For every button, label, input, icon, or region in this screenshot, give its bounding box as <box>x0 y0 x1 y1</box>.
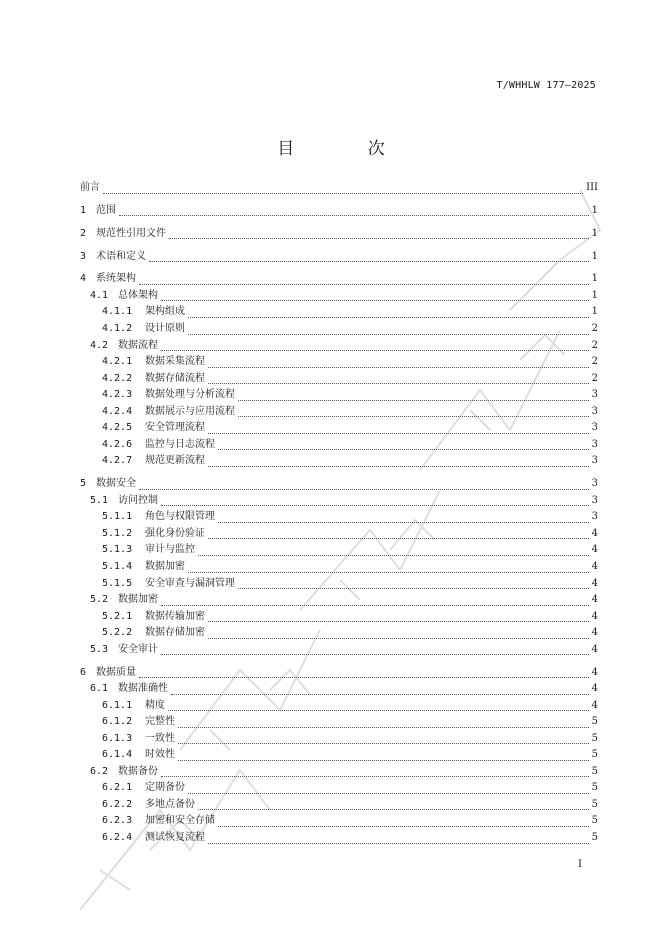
toc-entry-label: 术语和定义 <box>96 250 146 262</box>
toc-entry[interactable] <box>80 387 598 404</box>
toc-entry[interactable] <box>80 420 598 437</box>
dot-leader <box>178 743 589 744</box>
toc-entry[interactable] <box>80 780 598 797</box>
toc-entry-page: 1 <box>591 250 598 262</box>
toc-entry[interactable] <box>80 180 598 197</box>
toc-entry-number: 5.2 <box>90 594 109 606</box>
toc-entry-page: III <box>586 182 598 193</box>
toc-entry-page: 4 <box>591 627 598 639</box>
toc-entry-number: 1 <box>80 204 87 216</box>
toc-entry-page: 5 <box>591 815 598 827</box>
dot-leader <box>208 538 589 539</box>
toc-entry-label: 数据备份 <box>118 765 158 777</box>
toc-entry-number: 4.2.5 <box>102 422 133 434</box>
toc-entry-label: 数据加密 <box>145 560 185 572</box>
toc-entry-label: 系统架构 <box>96 273 136 285</box>
toc-title: 目 次 <box>277 139 419 159</box>
dot-leader <box>208 383 589 384</box>
toc-entry-label: 时效性 <box>145 749 175 761</box>
toc-entry[interactable] <box>80 321 598 338</box>
dot-leader <box>168 710 589 711</box>
dot-leader <box>139 489 589 490</box>
dot-leader <box>178 760 589 761</box>
dot-leader <box>161 776 589 777</box>
toc-entry-page: 5 <box>591 716 598 728</box>
toc-entry-page: 3 <box>591 455 598 467</box>
dot-leader <box>188 334 589 335</box>
toc-entry-page: 5 <box>591 782 598 794</box>
toc-entry-number: 6.2.2 <box>102 798 133 810</box>
toc-entry-label: 数据处理与分析流程 <box>145 389 235 401</box>
dot-leader <box>161 605 589 606</box>
toc-entry-number: 5.1.4 <box>102 560 133 572</box>
toc-entry-page: 1 <box>591 289 598 301</box>
toc-entry[interactable] <box>80 288 598 305</box>
toc-entry-label: 数据存储流程 <box>145 372 205 384</box>
toc-entry-page: 4 <box>591 666 598 678</box>
toc-entry[interactable] <box>80 476 598 493</box>
toc-entry-label: 多地点备份 <box>145 798 195 810</box>
toc-entry[interactable] <box>80 642 598 659</box>
dot-leader <box>208 621 589 622</box>
dot-leader <box>198 809 589 810</box>
page-number: I <box>578 859 582 870</box>
toc-entry-label: 数据安全 <box>96 478 136 490</box>
dot-leader <box>188 793 589 794</box>
dot-leader <box>208 367 589 368</box>
toc-entry[interactable] <box>80 764 598 781</box>
toc-entry-page: 2 <box>591 356 598 368</box>
toc-entry-page: 1 <box>591 273 598 285</box>
toc-entry[interactable] <box>80 698 598 715</box>
toc-entry-label: 监控与日志流程 <box>145 438 215 450</box>
toc-entry-label: 设计原则 <box>145 323 185 335</box>
toc-entry[interactable] <box>80 576 598 593</box>
dot-leader <box>198 555 589 556</box>
toc-entry[interactable] <box>80 509 598 526</box>
toc-entry-number: 6 <box>80 666 87 678</box>
toc-entry[interactable] <box>80 437 598 454</box>
toc-entry-page: 5 <box>591 749 598 761</box>
toc-entry[interactable] <box>80 813 598 830</box>
toc-entry-page: 5 <box>591 732 598 744</box>
dot-leader <box>208 433 589 434</box>
toc-entry-page: 3 <box>591 511 598 523</box>
dot-leader <box>161 300 589 301</box>
toc-entry[interactable] <box>80 203 598 220</box>
toc-entry[interactable] <box>80 830 598 847</box>
dot-leader <box>218 449 589 450</box>
toc-entry-number: 4.1.2 <box>102 323 133 335</box>
toc-entry-label: 范围 <box>96 204 116 216</box>
toc-entry-number: 6.2.3 <box>102 815 133 827</box>
toc-entry-label: 规范性引用文件 <box>96 227 166 239</box>
toc-entry-page: 4 <box>591 544 598 556</box>
dot-leader <box>139 677 589 678</box>
toc-entry-label: 数据展示与应用流程 <box>145 405 235 417</box>
toc-entry-page: 4 <box>591 577 598 589</box>
dot-leader <box>119 215 589 216</box>
toc-entry-page: 1 <box>591 204 598 216</box>
toc-entry-number: 5 <box>80 478 87 490</box>
dot-leader <box>161 505 589 506</box>
toc-entry-page: 2 <box>591 339 598 351</box>
toc-entry-number: 5.2.1 <box>102 610 133 622</box>
toc-entry-label: 安全审计 <box>118 643 158 655</box>
toc-entry-label: 定期备份 <box>145 782 185 794</box>
toc-entry[interactable] <box>80 731 598 748</box>
toc-entry-page: 3 <box>591 405 598 417</box>
toc-entry-page: 3 <box>591 422 598 434</box>
toc-entry-number: 6.2.4 <box>102 832 133 844</box>
toc-entry-label: 测试恢复流程 <box>145 832 205 844</box>
dot-leader <box>161 350 589 351</box>
toc-entry-number: 2 <box>80 227 87 239</box>
toc-entry-page: 4 <box>591 560 598 572</box>
toc-entry-number: 4.2.7 <box>102 455 133 467</box>
toc-entry-label: 安全管理流程 <box>145 422 205 434</box>
toc-entry-label: 总体架构 <box>118 289 158 301</box>
toc-entry[interactable] <box>80 542 598 559</box>
dot-leader <box>171 694 589 695</box>
toc-entry-number: 3 <box>80 250 87 262</box>
toc-entry-page: 4 <box>591 683 598 695</box>
toc-entry-page: 5 <box>591 798 598 810</box>
toc-entry[interactable] <box>80 338 598 355</box>
toc-entry[interactable] <box>80 559 598 576</box>
toc-entry-page: 5 <box>591 765 598 777</box>
toc-entry-page: 3 <box>591 494 598 506</box>
toc-entry[interactable] <box>80 354 598 371</box>
toc-entry[interactable] <box>80 226 598 243</box>
toc-entry-number: 5.3 <box>90 643 109 655</box>
toc-entry[interactable] <box>80 797 598 814</box>
toc-entry-label: 数据采集流程 <box>145 356 205 368</box>
toc-entry[interactable] <box>80 271 598 288</box>
toc-entry-page: 4 <box>591 610 598 622</box>
toc-entry[interactable] <box>80 493 598 510</box>
toc-entry-page: 4 <box>591 527 598 539</box>
toc-entry-label: 规范更新流程 <box>145 455 205 467</box>
toc-entry-number: 4.2.1 <box>102 356 133 368</box>
toc-entry-page: 3 <box>591 438 598 450</box>
toc-entry-label: 审计与监控 <box>145 544 195 556</box>
toc-entry-page: 1 <box>591 306 598 318</box>
toc-entry-number: 4.2 <box>90 339 109 351</box>
toc-entry-number: 4.2.4 <box>102 405 133 417</box>
toc-entry-page: 4 <box>591 699 598 711</box>
document-code: T/WHHLW 177—2025 <box>496 80 596 91</box>
toc-entry-number: 4.2.6 <box>102 438 133 450</box>
toc-entry-number: 4.2.3 <box>102 389 133 401</box>
toc-entry[interactable] <box>80 665 598 682</box>
dot-leader <box>161 654 589 655</box>
toc-entry-label: 精度 <box>145 699 165 711</box>
toc-entry-label: 强化身份验证 <box>145 527 205 539</box>
toc-entry-page: 4 <box>591 594 598 606</box>
toc-entry-label: 一致性 <box>145 732 175 744</box>
toc-entry-number: 5.1.2 <box>102 527 133 539</box>
toc-entry[interactable] <box>80 681 598 698</box>
toc-entry-label: 访问控制 <box>118 494 158 506</box>
toc-entry[interactable] <box>80 747 598 764</box>
toc-entry-label: 前言 <box>80 182 100 193</box>
toc-entry-number: 4.2.2 <box>102 372 133 384</box>
toc-entry-label: 安全审查与漏洞管理 <box>145 577 235 589</box>
toc-entry[interactable] <box>80 714 598 731</box>
toc-entry[interactable] <box>80 249 598 266</box>
dot-leader <box>169 238 589 239</box>
toc-entry-label: 数据流程 <box>118 339 158 351</box>
toc-entry-number: 6.2.1 <box>102 782 133 794</box>
toc-entry-number: 5.1.5 <box>102 577 133 589</box>
toc-entry-page: 5 <box>591 832 598 844</box>
toc-entry-page: 2 <box>591 372 598 384</box>
dot-leader <box>238 400 589 401</box>
toc-entry-number: 6.1.4 <box>102 749 133 761</box>
dot-leader <box>188 317 589 318</box>
dot-leader <box>103 193 583 194</box>
toc-entry-number: 6.1 <box>90 683 109 695</box>
toc-entry-page: 3 <box>591 478 598 490</box>
toc-entry-label: 数据存储加密 <box>145 627 205 639</box>
toc-entry-label: 数据质量 <box>96 666 136 678</box>
toc-entry-number: 6.1.2 <box>102 716 133 728</box>
toc-entry[interactable] <box>80 625 598 642</box>
dot-leader <box>188 572 589 573</box>
toc-entry-label: 数据准确性 <box>118 683 168 695</box>
dot-leader <box>218 522 589 523</box>
toc-entry-page: 3 <box>591 389 598 401</box>
toc-entry-page: 2 <box>591 323 598 335</box>
dot-leader <box>178 727 589 728</box>
toc-entry-number: 4 <box>80 273 87 285</box>
toc-entry-label: 架构组成 <box>145 306 185 318</box>
toc-entry-number: 5.2.2 <box>102 627 133 639</box>
toc-entry-number: 6.1.1 <box>102 699 133 711</box>
dot-leader <box>208 466 589 467</box>
toc-entry-label: 数据加密 <box>118 594 158 606</box>
toc-entry[interactable] <box>80 404 598 421</box>
dot-leader <box>208 843 589 844</box>
dot-leader <box>149 261 589 262</box>
table-of-contents <box>80 180 598 847</box>
toc-entry-label: 完整性 <box>145 716 175 728</box>
dot-leader <box>208 638 589 639</box>
toc-entry-number: 6.1.3 <box>102 732 133 744</box>
dot-leader <box>218 826 589 827</box>
toc-entry-number: 5.1.3 <box>102 544 133 556</box>
toc-entry-number: 4.1 <box>90 289 109 301</box>
toc-entry[interactable] <box>80 609 598 626</box>
dot-leader <box>139 284 589 285</box>
toc-entry-page: 4 <box>591 643 598 655</box>
dot-leader <box>238 416 589 417</box>
toc-entry-label: 数据传输加密 <box>145 610 205 622</box>
toc-entry-number: 5.1.1 <box>102 511 133 523</box>
toc-entry[interactable] <box>80 304 598 321</box>
toc-entry-label: 加密和安全存储 <box>145 815 215 827</box>
toc-entry[interactable] <box>80 371 598 388</box>
toc-entry[interactable] <box>80 592 598 609</box>
toc-entry-number: 4.1.1 <box>102 306 133 318</box>
toc-entry-number: 5.1 <box>90 494 109 506</box>
toc-entry[interactable] <box>80 526 598 543</box>
toc-entry-label: 角色与权限管理 <box>145 511 215 523</box>
toc-entry-number: 6.2 <box>90 765 109 777</box>
dot-leader <box>238 588 589 589</box>
toc-entry[interactable] <box>80 453 598 470</box>
toc-entry-page: 1 <box>591 227 598 239</box>
